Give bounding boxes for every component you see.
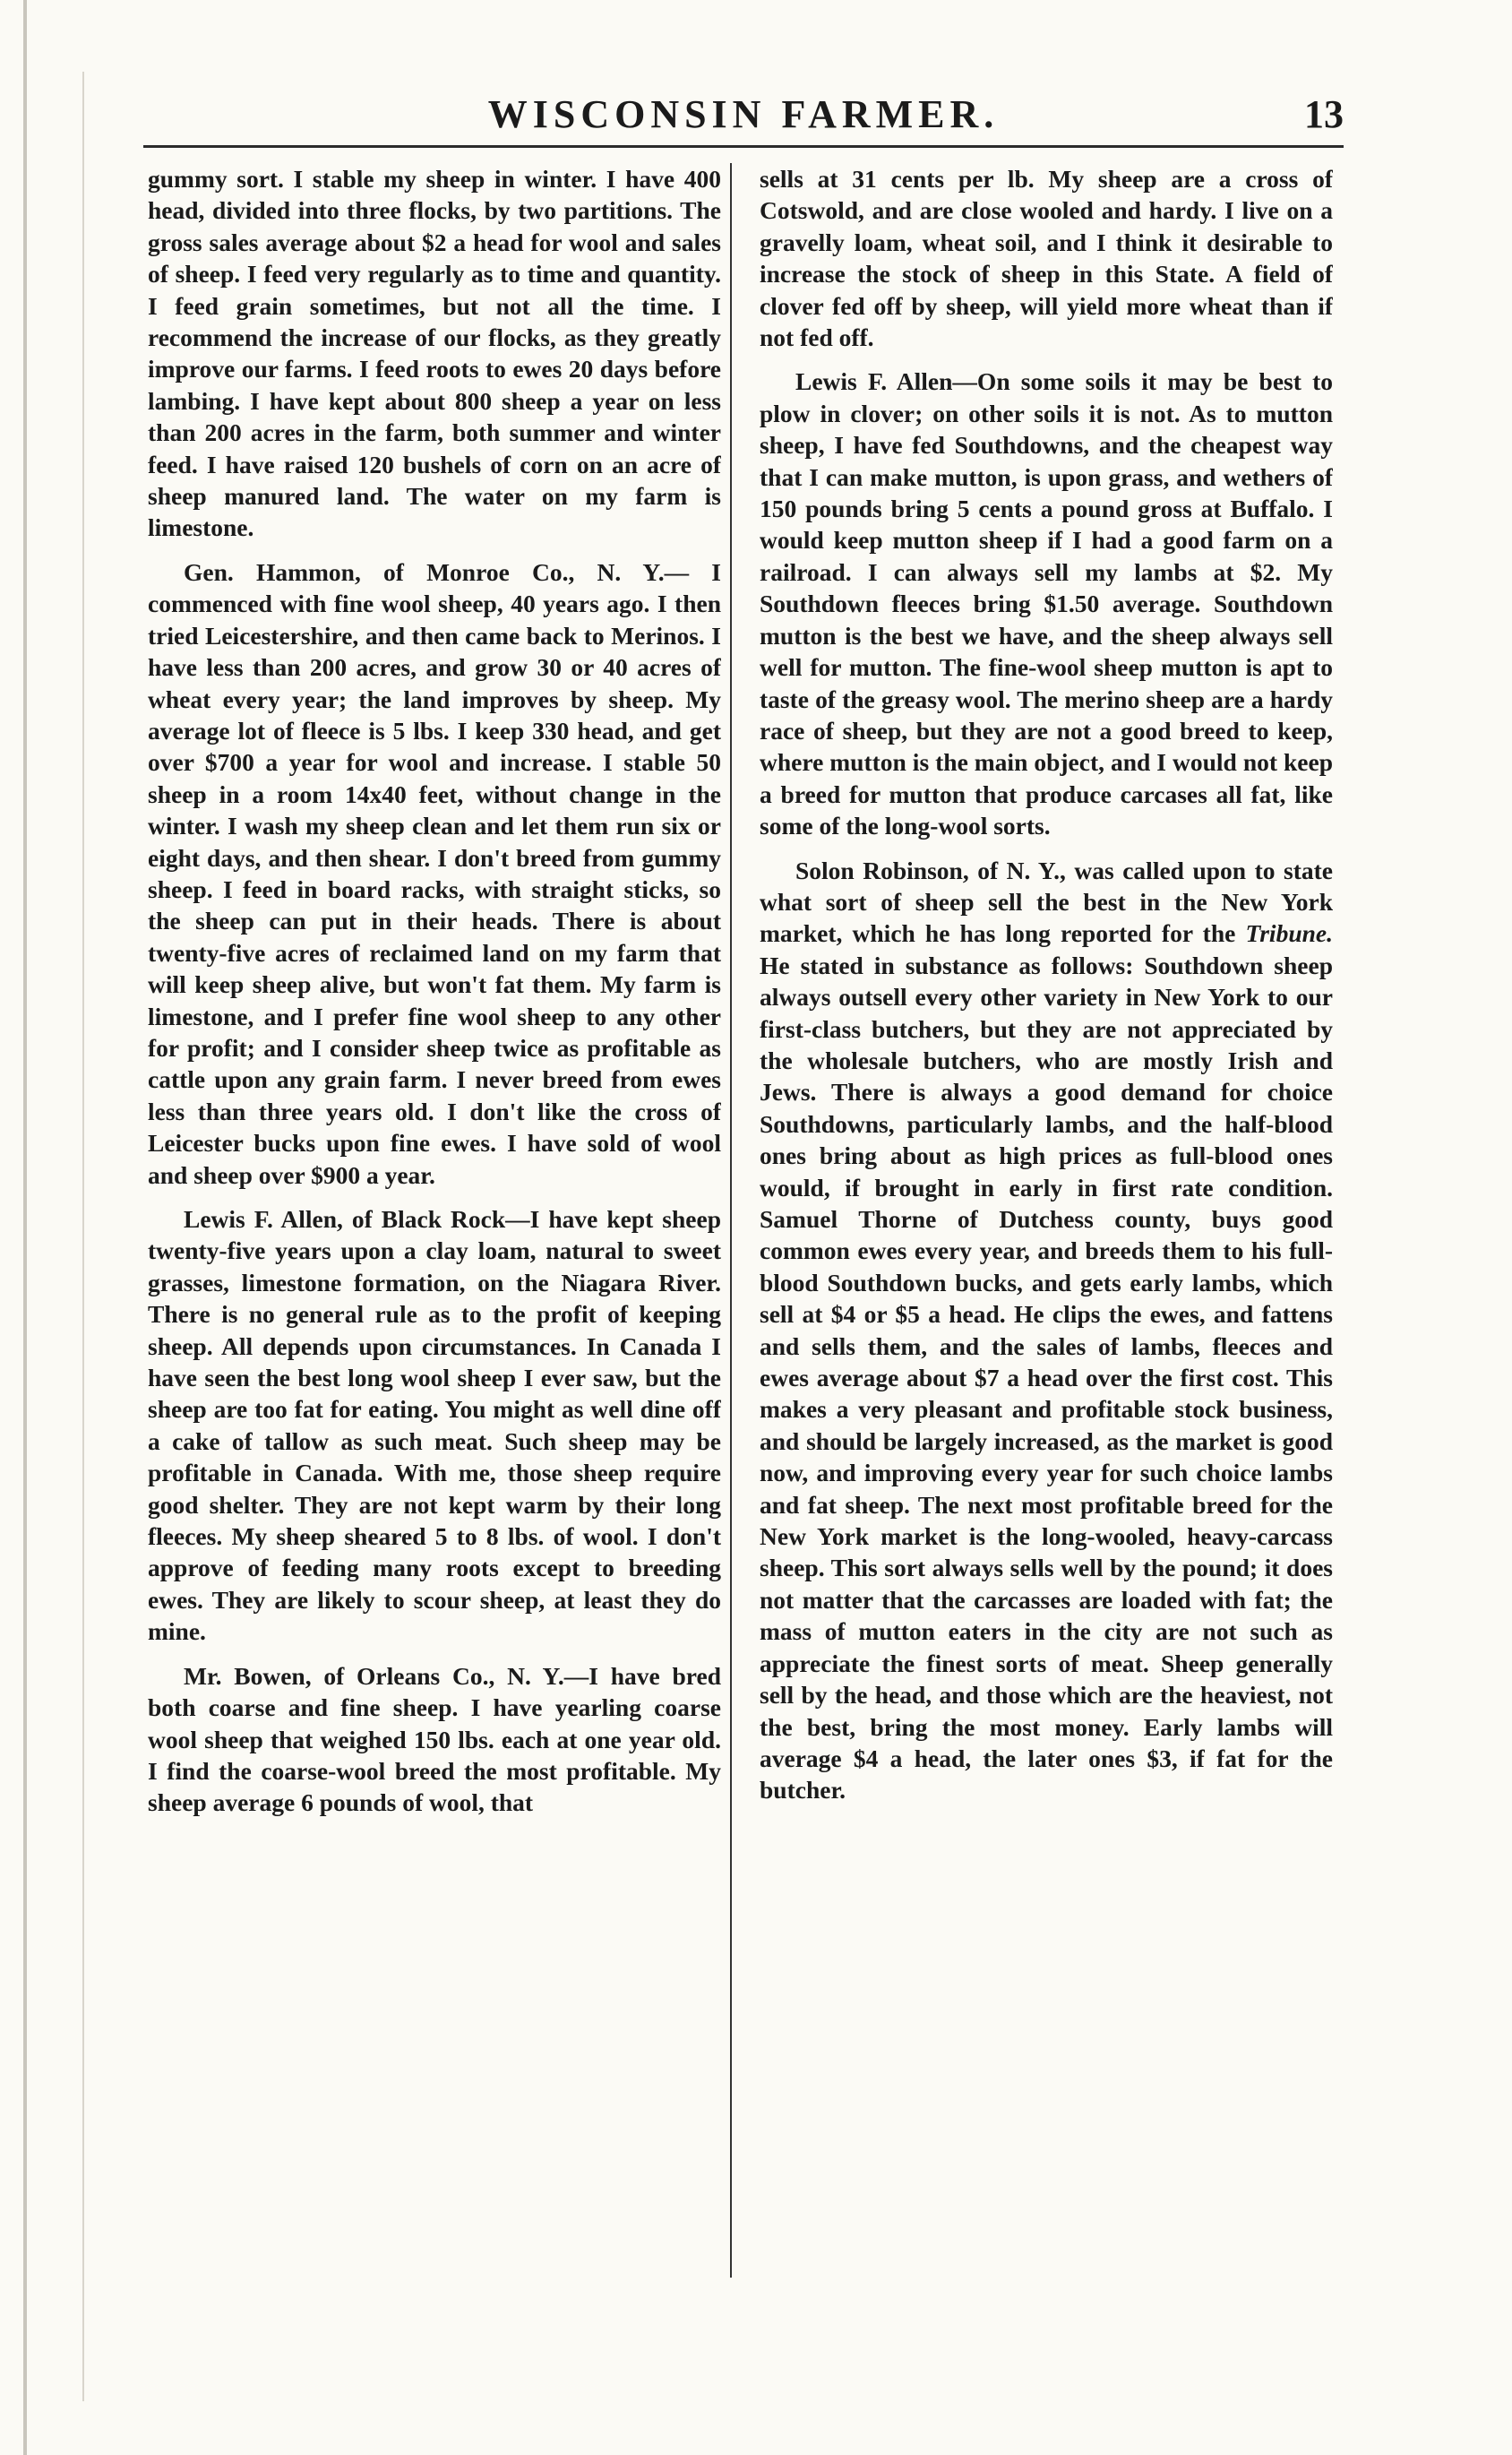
paragraph-gen-hammon: Gen. Hammon, of Monroe Co., N. Y.— I commenced with fine wool sheep, 40 years ago. I then tried Leicestershire, and then came back to Merinos. I have less than 200 acres, and grow 30 or 40 acres of wheat every year; the land improves by sheep. My average lot of fleece is 5 lbs. I keep 330 head, and get over $700 a year for wool and increase. I stable 50 sheep in a room 14x40 feet, without change in the winter. I wash my sheep clean and let them run six or eight days, and then shear. I don't breed from gummy sheep. I feed in board racks, with straight sticks, so the sheep can put in their heads. There is about twenty-five acres of reclaimed land on my farm that will keep sheep alive, but won't fat them. My farm is limestone, and I prefer fine wool sheep to any other for profit; and I consider sheep twice as profitable as cattle upon any grain farm. I never breed from ewes less than three years old. I don't like the cross of Leicester bucks upon fine ewes. I have sold of wool and sheep over $900 a year.: [148, 557, 721, 1189]
page-header: [143, 86, 1344, 149]
robinson-text-end: He stated in substance as follows: Southdown sheep always outsell every other variety in New York to our first-class butchers, but they are not appreciated by the wholesale butchers, who are mostly Irish and Jews. There is always a good demand for choice Southdowns, particularly lambs, and the half-blood ones bring about as high prices as full-blood ones would, if brought in early in first rate condition. Samuel Thorne of Dutchess county, buys good common ewes every year, and breeds them to his full-blood Southdown bucks, and gets early lambs, which sell at $4 or $5 a head. He clips the ewes, and fattens and sells them, and the sales of lambs, fleeces and ewes average about $7 a head over the first cost. This makes a very pleasant and profitable stock business, and should be largely increased, as the market is good now, and improving every year for such choice lambs and fat sheep. The next most profitable breed for the New York market is the long-wooled, heavy-carcass sheep. This sort always sells well by the pound; it does not matter that the carcasses are loaded with fat; the mass of mutton eaters in the city are not such as appreciate the finest sorts of meat. Sheep generally sell by the head, and those which are the heaviest, not the best, bring the most money. Early lambs will average $4 a head, the later ones $3, if fat for the butcher.: [760, 951, 1333, 1805]
running-title: WISCONSIN FARMER.: [487, 92, 1000, 136]
page-binding-edge: [23, 0, 27, 2455]
header-rule: [143, 145, 1344, 148]
paragraph-bowen-continued: sells at 31 cents per lb. My sheep are a cross of Cotswold, and are close wooled and hardy. I live on a gravelly loam, wheat soil, and I think it desirable to increase the stock of sheep in this State. A field of clover fed off by sheep, will yield more wheat than if not fed off.: [760, 165, 1333, 352]
paragraph-mr-bowen: Mr. Bowen, of Orleans Co., N. Y.—I have bred both coarse and fine sheep. I have yearling coarse wool sheep that weighed 150 lbs. each at one year old. I find the coarse-wool breed the most profitable. My sheep average 6 pounds of wool, that: [148, 1661, 721, 1817]
tribune-title: Tribune.: [1245, 919, 1333, 948]
left-column: [148, 163, 721, 2260]
paragraph-lewis-allen-mutton: Lewis F. Allen—On some soils it may be best to plow in clover; on other soils it is not. As to mutton sheep, I have fed Southdowns, and the cheapest way that I can make mutton, is upon grass, and wethers of 150 pounds bring 5 cents a pound gross at Buffalo. I would keep mutton sheep if I had a good farm on a railroad. I can always sell my lambs at $2. My Southdown fleeces bring $1.50 average. Southdown mutton is the best we have, and the sheep always sell well for mutton. The fine-wool sheep mutton is apt to taste of the greasy wool. The merino sheep are a hardy race of sheep, but they are not a good breed to keep, where mutton is the main object, and I would not keep a breed for mutton that produce carcases all fat, like some of the long-wool sorts.: [760, 367, 1333, 840]
page-margin-line: [82, 72, 84, 2401]
page-number: 13: [1304, 92, 1344, 136]
column-divider: [730, 163, 732, 2278]
paragraph-sheep-stabling: gummy sort. I stable my sheep in winter. I have 400 head, divided into three flocks, by two partitions. The gross sales average about $2 a head for wool and sales of sheep. I feed very regularly as to time and quantity. I feed grain sometimes, but not all the time. I recommend the increase of our flocks, as they greatly improve our farms. I feed roots to ewes 20 days before lambing. I have kept about 800 sheep a year on less than 200 acres in the farm, both summer and winter feed. I have raised 120 bushels of corn on an acre of sheep manured land. The water on my farm is limestone.: [148, 165, 721, 542]
paragraph-lewis-allen-black-rock: Lewis F. Allen, of Black Rock—I have kept sheep twenty-five years upon a clay loam, natural to sweet grasses, limestone formation, on the Niagara River. There is no general rule as to the profit of keeping sheep. All depends upon circumstances. In Canada I have seen the best long wool sheep I ever saw, but the sheep are too fat for eating. You might as well dine off a cake of tallow as such meat. Such sheep may be profitable in Canada. With me, those sheep require good shelter. They are not kept warm by their long fleeces. My sheep sheared 5 to 8 lbs. of wool. I don't approve of feeding many roots except to breeding ewes. They are likely to scour sheep, at least they do mine.: [148, 1205, 721, 1646]
right-column: [760, 163, 1333, 2260]
paragraph-solon-robinson: [760, 855, 1333, 1806]
robinson-text-start: Solon Robinson, of N. Y., was called upon to state what sort of sheep sell the best in the New York market, which he has long reported for the: [760, 856, 1333, 948]
